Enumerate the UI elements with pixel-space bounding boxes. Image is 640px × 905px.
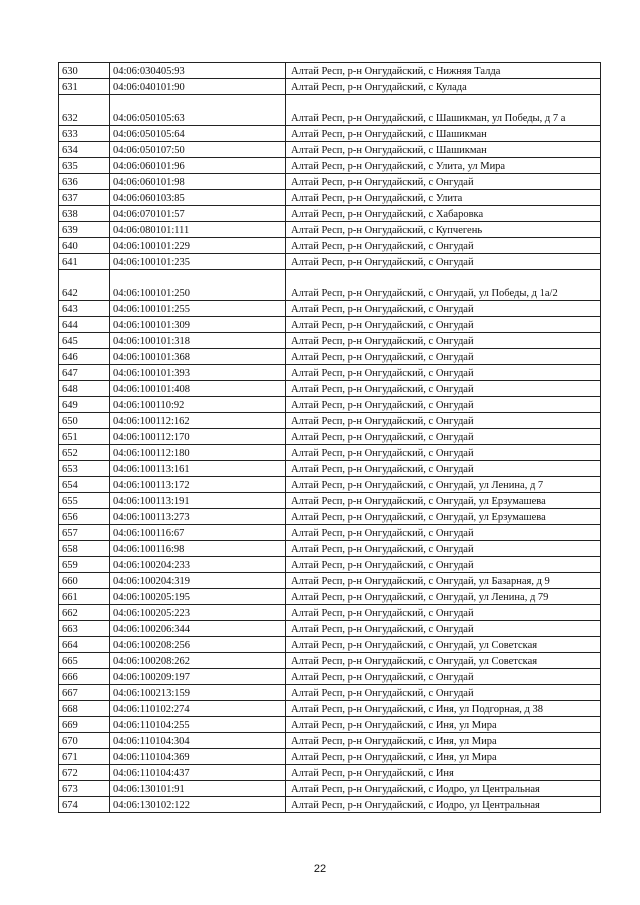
address-cell: Алтай Респ, р-н Онгудайский, с Онгудай (286, 605, 601, 621)
row-number-cell: 672 (59, 765, 110, 781)
cadastral-number-cell: 04:06:100113:161 (110, 461, 286, 477)
cadastral-number-cell: 04:06:110104:437 (110, 765, 286, 781)
cadastral-number-cell: 04:06:100101:229 (110, 238, 286, 254)
table-row (59, 206, 601, 222)
address-cell: Алтай Респ, р-н Онгудайский, с Онгудай, ул Ерзумашева (286, 493, 601, 509)
cadastral-number-cell: 04:06:110104:255 (110, 717, 286, 733)
cadastral-number-cell: 04:06:100116:98 (110, 541, 286, 557)
cadastral-number-cell: 04:06:100101:255 (110, 301, 286, 317)
row-number-cell: 665 (59, 653, 110, 669)
address-cell: Алтай Респ, р-н Онгудайский, с Купчегень (286, 222, 601, 238)
table-row (59, 765, 601, 781)
cadastral-number-cell: 04:06:110102:274 (110, 701, 286, 717)
table-row (59, 445, 601, 461)
row-number-cell: 660 (59, 573, 110, 589)
row-number-cell: 631 (59, 79, 110, 95)
table-row (59, 174, 601, 190)
table-row (59, 525, 601, 541)
table-row (59, 365, 601, 381)
address-cell: Алтай Респ, р-н Онгудайский, с Онгудай (286, 525, 601, 541)
cadastral-number-cell: 04:06:100204:319 (110, 573, 286, 589)
table-row (59, 333, 601, 349)
page-number: 22 (313, 863, 327, 875)
row-number-cell: 630 (59, 63, 110, 79)
address-cell: Алтай Респ, р-н Онгудайский, с Онгудай (286, 621, 601, 637)
table-row (59, 158, 601, 174)
address-cell: Алтай Респ, р-н Онгудайский, с Онгудай, ул Ленина, д 79 (286, 589, 601, 605)
address-cell: Алтай Респ, р-н Онгудайский, с Онгудай (286, 461, 601, 477)
row-number-cell: 657 (59, 525, 110, 541)
address-cell: Алтай Респ, р-н Онгудайский, с Онгудай (286, 333, 601, 349)
row-number-cell: 671 (59, 749, 110, 765)
address-cell: Алтай Респ, р-н Онгудайский, с Онгудай (286, 685, 601, 701)
table-row (59, 190, 601, 206)
address-cell: Алтай Респ, р-н Онгудайский, с Иня, ул Мира (286, 733, 601, 749)
address-cell: Алтай Респ, р-н Онгудайский, с Онгудай (286, 429, 601, 445)
address-cell: Алтай Респ, р-н Онгудайский, с Иня, ул Подгорная, д 38 (286, 701, 601, 717)
table-row (59, 254, 601, 270)
address-cell: Алтай Респ, р-н Онгудайский, с Улита, ул Мира (286, 158, 601, 174)
cadastral-number-cell: 04:06:100205:223 (110, 605, 286, 621)
cadastral-number-cell: 04:06:050105:64 (110, 126, 286, 142)
row-number-cell: 651 (59, 429, 110, 445)
cadastral-number-cell: 04:06:100101:318 (110, 333, 286, 349)
address-cell: Алтай Респ, р-н Онгудайский, с Хабаровка (286, 206, 601, 222)
row-number-cell: 659 (59, 557, 110, 573)
table-row (59, 238, 601, 254)
row-number-cell: 632 (59, 95, 110, 126)
row-number-cell: 638 (59, 206, 110, 222)
address-cell: Алтай Респ, р-н Онгудайский, с Онгудай, ул Победы, д 1а/2 (286, 270, 601, 301)
table-row (59, 429, 601, 445)
row-number-cell: 667 (59, 685, 110, 701)
cadastral-number-cell: 04:06:100101:408 (110, 381, 286, 397)
row-number-cell: 642 (59, 270, 110, 301)
cadastral-number-cell: 04:06:050107:50 (110, 142, 286, 158)
table-row (59, 685, 601, 701)
property-table (58, 62, 601, 813)
cadastral-number-cell: 04:06:100208:256 (110, 637, 286, 653)
address-cell: Алтай Респ, р-н Онгудайский, с Онгудай (286, 365, 601, 381)
cadastral-number-cell: 04:06:100213:159 (110, 685, 286, 701)
row-number-cell: 633 (59, 126, 110, 142)
cadastral-number-cell: 04:06:130102:122 (110, 797, 286, 813)
address-cell: Алтай Респ, р-н Онгудайский, с Онгудай, ул Советская (286, 653, 601, 669)
cadastral-number-cell: 04:06:100101:235 (110, 254, 286, 270)
table-row (59, 653, 601, 669)
table-row (59, 621, 601, 637)
cadastral-number-cell: 04:06:100101:393 (110, 365, 286, 381)
table-row (59, 717, 601, 733)
address-cell: Алтай Респ, р-н Онгудайский, с Онгудай, ул Ленина, д 7 (286, 477, 601, 493)
address-cell: Алтай Респ, р-н Онгудайский, с Онгудай (286, 397, 601, 413)
row-number-cell: 670 (59, 733, 110, 749)
row-number-cell: 635 (59, 158, 110, 174)
row-number-cell: 648 (59, 381, 110, 397)
row-number-cell: 662 (59, 605, 110, 621)
table-row (59, 142, 601, 158)
table-row (59, 701, 601, 717)
table-row (59, 413, 601, 429)
table-row (59, 461, 601, 477)
table-row (59, 317, 601, 333)
row-number-cell: 640 (59, 238, 110, 254)
cadastral-number-cell: 04:06:110104:369 (110, 749, 286, 765)
cadastral-number-cell: 04:06:130101:91 (110, 781, 286, 797)
address-cell: Алтай Респ, р-н Онгудайский, с Иодро, ул Центральная (286, 781, 601, 797)
table-row (59, 557, 601, 573)
table-row (59, 509, 601, 525)
table-row (59, 349, 601, 365)
address-cell: Алтай Респ, р-н Онгудайский, с Онгудай (286, 349, 601, 365)
address-cell: Алтай Респ, р-н Онгудайский, с Нижняя Талда (286, 63, 601, 79)
cadastral-number-cell: 04:06:100101:250 (110, 270, 286, 301)
table-row (59, 493, 601, 509)
address-cell: Алтай Респ, р-н Онгудайский, с Шашикман, ул Победы, д 7 а (286, 95, 601, 126)
row-number-cell: 663 (59, 621, 110, 637)
address-cell: Алтай Респ, р-н Онгудайский, с Онгудай (286, 238, 601, 254)
cadastral-number-cell: 04:06:100113:273 (110, 509, 286, 525)
address-cell: Алтай Респ, р-н Онгудайский, с Онгудай (286, 317, 601, 333)
row-number-cell: 646 (59, 349, 110, 365)
cadastral-number-cell: 04:06:070101:57 (110, 206, 286, 222)
cadastral-number-cell: 04:06:100101:309 (110, 317, 286, 333)
row-number-cell: 634 (59, 142, 110, 158)
cadastral-number-cell: 04:06:100205:195 (110, 589, 286, 605)
row-number-cell: 668 (59, 701, 110, 717)
row-number-cell: 643 (59, 301, 110, 317)
address-cell: Алтай Респ, р-н Онгудайский, с Шашикман (286, 142, 601, 158)
table-row (59, 781, 601, 797)
cadastral-number-cell: 04:06:100204:233 (110, 557, 286, 573)
row-number-cell: 636 (59, 174, 110, 190)
row-number-cell: 654 (59, 477, 110, 493)
cadastral-number-cell: 04:06:100206:344 (110, 621, 286, 637)
address-cell: Алтай Респ, р-н Онгудайский, с Онгудай (286, 541, 601, 557)
cadastral-number-cell: 04:06:060101:98 (110, 174, 286, 190)
address-cell: Алтай Респ, р-н Онгудайский, с Иодро, ул Центральная (286, 797, 601, 813)
row-number-cell: 649 (59, 397, 110, 413)
cadastral-number-cell: 04:06:080101:111 (110, 222, 286, 238)
cadastral-number-cell: 04:06:060101:96 (110, 158, 286, 174)
table-row (59, 381, 601, 397)
table-row (59, 541, 601, 557)
row-number-cell: 655 (59, 493, 110, 509)
row-number-cell: 674 (59, 797, 110, 813)
row-number-cell: 647 (59, 365, 110, 381)
cadastral-number-cell: 04:06:100101:368 (110, 349, 286, 365)
row-number-cell: 664 (59, 637, 110, 653)
cadastral-number-cell: 04:06:060103:85 (110, 190, 286, 206)
cadastral-number-cell: 04:06:100112:170 (110, 429, 286, 445)
cadastral-number-cell: 04:06:100110:92 (110, 397, 286, 413)
table-row (59, 573, 601, 589)
table-row (59, 637, 601, 653)
cadastral-number-cell: 04:06:100208:262 (110, 653, 286, 669)
address-cell: Алтай Респ, р-н Онгудайский, с Онгудай (286, 445, 601, 461)
cadastral-number-cell: 04:06:100116:67 (110, 525, 286, 541)
cadastral-number-cell: 04:06:030405:93 (110, 63, 286, 79)
address-cell: Алтай Респ, р-н Онгудайский, с Иня (286, 765, 601, 781)
table-row (59, 605, 601, 621)
address-cell: Алтай Респ, р-н Онгудайский, с Онгудай (286, 557, 601, 573)
address-cell: Алтай Респ, р-н Онгудайский, с Иня, ул Мира (286, 717, 601, 733)
address-cell: Алтай Респ, р-н Онгудайский, с Иня, ул Мира (286, 749, 601, 765)
address-cell: Алтай Респ, р-н Онгудайский, с Онгудай (286, 174, 601, 190)
table-row (59, 95, 601, 126)
row-number-cell: 637 (59, 190, 110, 206)
row-number-cell: 658 (59, 541, 110, 557)
address-cell: Алтай Респ, р-н Онгудайский, с Онгудай, ул Советская (286, 637, 601, 653)
address-cell: Алтай Респ, р-н Онгудайский, с Кулада (286, 79, 601, 95)
row-number-cell: 661 (59, 589, 110, 605)
row-number-cell: 645 (59, 333, 110, 349)
row-number-cell: 641 (59, 254, 110, 270)
address-cell: Алтай Респ, р-н Онгудайский, с Онгудай (286, 669, 601, 685)
row-number-cell: 656 (59, 509, 110, 525)
address-cell: Алтай Респ, р-н Онгудайский, с Улита (286, 190, 601, 206)
row-number-cell: 644 (59, 317, 110, 333)
row-number-cell: 669 (59, 717, 110, 733)
row-number-cell: 653 (59, 461, 110, 477)
table-row (59, 397, 601, 413)
table-row (59, 301, 601, 317)
table-row (59, 477, 601, 493)
cadastral-number-cell: 04:06:100112:180 (110, 445, 286, 461)
table-body (59, 63, 601, 813)
cadastral-number-cell: 04:06:050105:63 (110, 95, 286, 126)
row-number-cell: 673 (59, 781, 110, 797)
row-number-cell: 652 (59, 445, 110, 461)
row-number-cell: 666 (59, 669, 110, 685)
cadastral-number-cell: 04:06:100113:172 (110, 477, 286, 493)
address-cell: Алтай Респ, р-н Онгудайский, с Онгудай (286, 413, 601, 429)
address-cell: Алтай Респ, р-н Онгудайский, с Онгудай, ул Базарная, д 9 (286, 573, 601, 589)
cadastral-number-cell: 04:06:100209:197 (110, 669, 286, 685)
row-number-cell: 650 (59, 413, 110, 429)
cadastral-number-cell: 04:06:100112:162 (110, 413, 286, 429)
address-cell: Алтай Респ, р-н Онгудайский, с Шашикман (286, 126, 601, 142)
table-row (59, 79, 601, 95)
table-row (59, 749, 601, 765)
table-row (59, 589, 601, 605)
cadastral-number-cell: 04:06:040101:90 (110, 79, 286, 95)
table-row (59, 733, 601, 749)
address-cell: Алтай Респ, р-н Онгудайский, с Онгудай (286, 381, 601, 397)
cadastral-number-cell: 04:06:110104:304 (110, 733, 286, 749)
table-row (59, 222, 601, 238)
table-row (59, 63, 601, 79)
address-cell: Алтай Респ, р-н Онгудайский, с Онгудай (286, 301, 601, 317)
row-number-cell: 639 (59, 222, 110, 238)
table-row (59, 126, 601, 142)
table-row (59, 270, 601, 301)
table-row (59, 669, 601, 685)
table-row (59, 797, 601, 813)
address-cell: Алтай Респ, р-н Онгудайский, с Онгудай, ул Ерзумашева (286, 509, 601, 525)
cadastral-number-cell: 04:06:100113:191 (110, 493, 286, 509)
address-cell: Алтай Респ, р-н Онгудайский, с Онгудай (286, 254, 601, 270)
